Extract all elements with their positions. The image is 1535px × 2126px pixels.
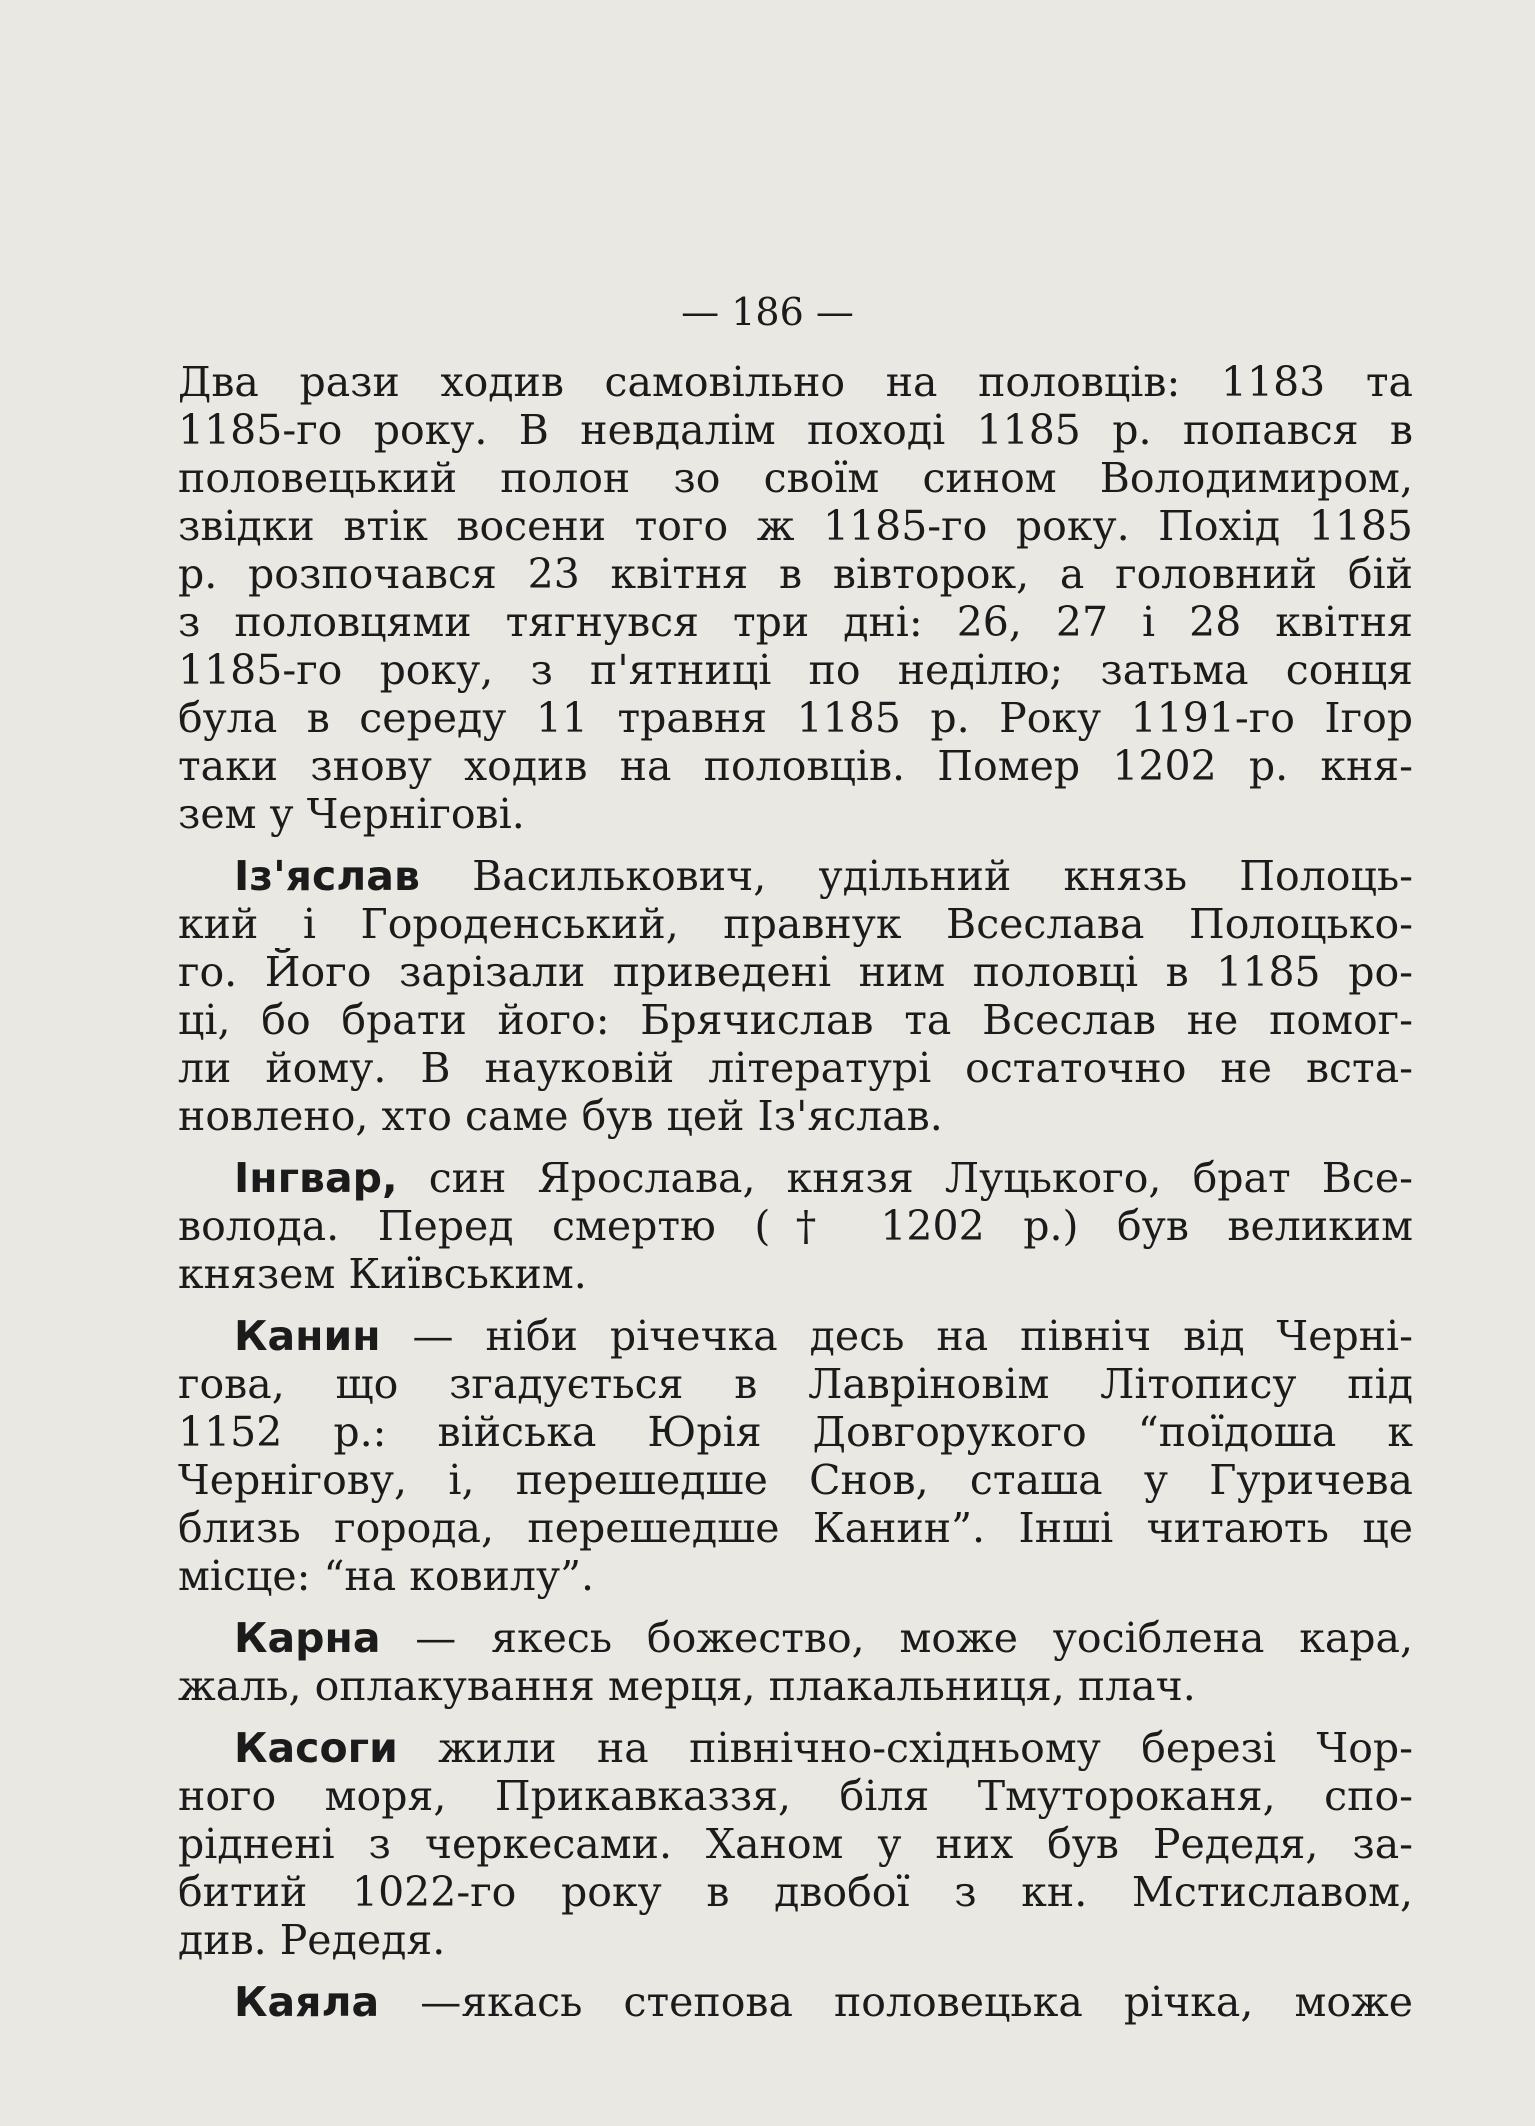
text-line: гова, що згадується в Лаврінoвім Літопису під: [178, 1360, 1413, 1408]
text-line: волода. Перед смертю († 1202 р.) був великим: [178, 1202, 1413, 1250]
headword: Інгвар,: [234, 1154, 398, 1202]
entry-first-line: [178, 852, 1413, 900]
entry-first-line: [178, 1978, 1413, 2026]
text-line: близь города, перешедше Канин”. Інші читають це: [178, 1504, 1413, 1552]
entry-iziaslav: [178, 852, 1413, 1140]
text-line: кий і Городенський, правнук Всеслава Полоцько-: [178, 900, 1413, 948]
headword: Касоги: [234, 1724, 398, 1772]
headword: Із'яслав: [234, 852, 420, 900]
text-line: Два рази ходив самовільно на половців: 1183 та: [178, 358, 1413, 406]
text-line: таки знову ходив на половців. Помер 1202 р. кня-: [178, 742, 1413, 790]
dictionary-text: [178, 358, 1413, 2026]
text-line: жаль, оплакування мерця, плакальниця, плач.: [178, 1662, 1196, 1710]
text-line: зем у Чернігові.: [178, 790, 525, 838]
text-line: 1185-го року, з п'ятниці по неділю; затьма сонця: [178, 646, 1413, 694]
text-line: Чернігову, і, перешедше Снов, сташа у Гуричева: [178, 1456, 1413, 1504]
entry-first-line: [178, 1614, 1413, 1662]
text-line: р. розпочався 23 квітня в вівторок, а головний бій: [178, 550, 1413, 598]
text-line: була в середу 11 травня 1185 р. Року 1191-го Ігор: [178, 694, 1413, 742]
text-line: Василькович, удільний князь Полоць-: [419, 852, 1413, 900]
text-line: новлено, хто саме був цей Із'яслав.: [178, 1092, 943, 1140]
page-number: — 186 —: [681, 290, 854, 334]
text-line: ріднені з черкесами. Ханом у них був Редедя, за-: [178, 1820, 1413, 1868]
text-line: з половцями тягнувся три дні: 26, 27 і 28 квітня: [178, 598, 1413, 646]
entry-first-line: [178, 1724, 1413, 1772]
text-line: — ніби річечка десь на північ від Черні-: [380, 1312, 1413, 1360]
text-line: звідки втік восени того ж 1185-го року. Похід 1185: [178, 502, 1413, 550]
headword: Карна: [234, 1614, 381, 1662]
text-line: князем Київським.: [178, 1250, 587, 1298]
entry-kasogy: [178, 1724, 1413, 1964]
text-line: 1185-го року. В невдалім поході 1185 р. попався в: [178, 406, 1413, 454]
entry-kanyn: [178, 1312, 1413, 1600]
text-line: 1152 р.: війська Юрія Довгорукого “поїдоша к: [178, 1408, 1413, 1456]
entry-karna: [178, 1614, 1413, 1710]
text-line: го. Його зарізали приведені ним половці в 1185 ро-: [178, 948, 1413, 996]
text-line: половецький полон зо своїм сином Володимиром,: [178, 454, 1413, 502]
text-line: ли йому. В науковій літературі остаточно не вста-: [178, 1044, 1413, 1092]
text-line: жили на північно-східньому березі Чор-: [397, 1724, 1413, 1772]
entry-kaiala: [178, 1978, 1413, 2026]
text-line: син Ярослава, князя Луцького, брат Все-: [397, 1154, 1413, 1202]
text-line: — якесь божество, може уосіблена кара,: [380, 1614, 1413, 1662]
text-line: ного моря, Прикавказзя, біля Тмутороканя, спо-: [178, 1772, 1413, 1820]
text-line: див. Редедя.: [178, 1916, 446, 1964]
headword: Канин: [234, 1312, 381, 1360]
text-line: ці, бо брати його: Брячислав та Всеслав не помог-: [178, 996, 1413, 1044]
entry-first-line: [178, 1312, 1413, 1360]
headword: Каяла: [234, 1978, 380, 2026]
paragraph-igor-continuation: [178, 358, 1413, 838]
text-line: битий 1022-го року в двобої з кн. Мстиславом,: [178, 1868, 1413, 1916]
text-line: —якась степова половецька річка, може: [379, 1978, 1413, 2026]
text-line: місце: “на ковилу”.: [178, 1552, 595, 1600]
entry-ingvar: [178, 1154, 1413, 1298]
entry-first-line: [178, 1154, 1413, 1202]
